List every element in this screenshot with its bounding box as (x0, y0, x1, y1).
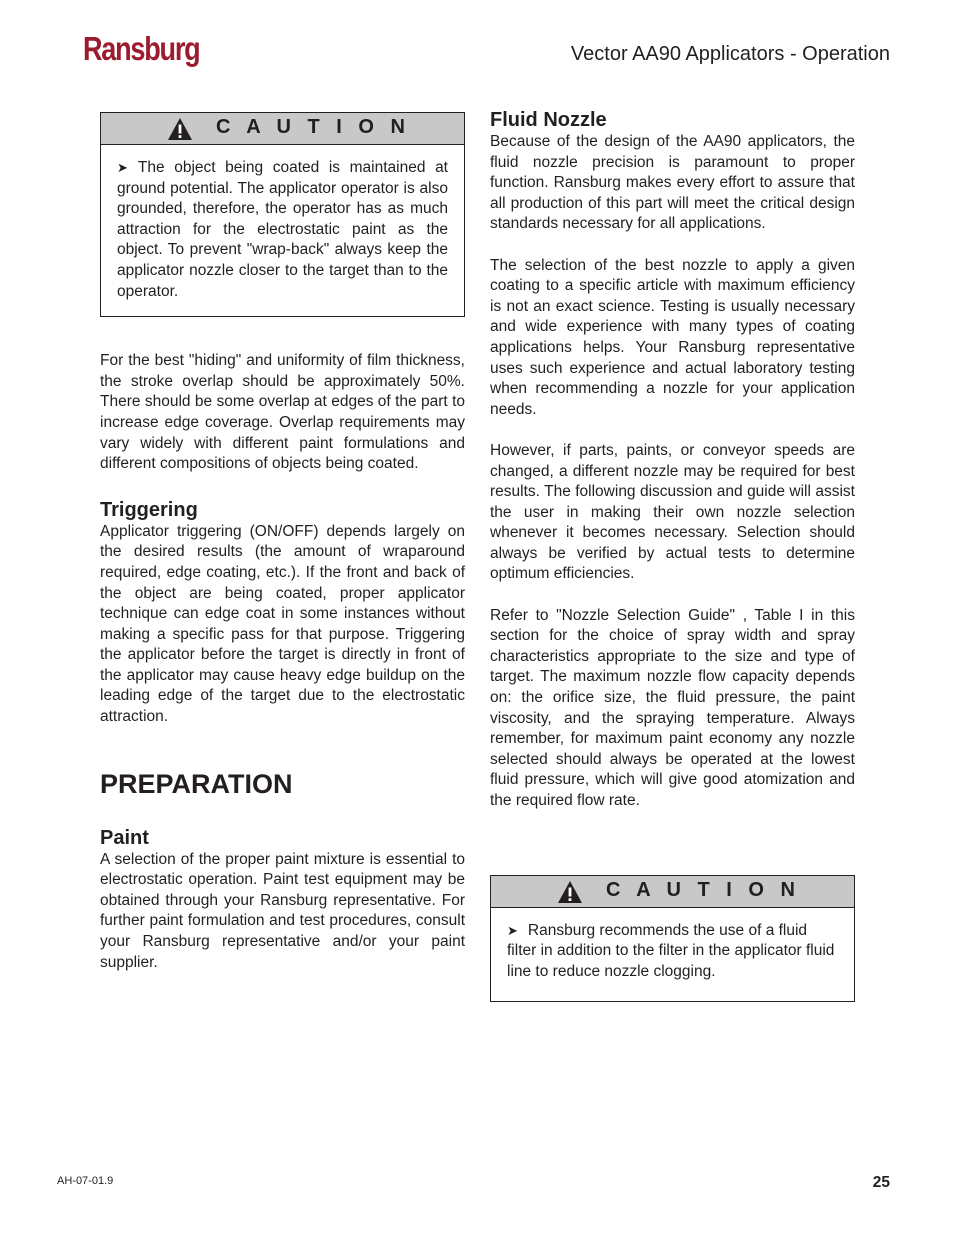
caution-title: C A U T I O N (216, 116, 411, 138)
warning-triangle-icon (167, 117, 193, 141)
stroke-overlap-paragraph: For the best "hiding" and uniformity of film thickness, the stroke overlap should be approximately 50%. There should be some overlap at edges of the part to increase edge coverage. Overlap requirements may vary widely with different paint formulations and different compositions of objects being coated. (100, 352, 465, 473)
fluid-nozzle-paragraph-1: Because of the design of the AA90 applicators, the fluid nozzle precision is paramount to proper function. Ransburg makes every effort to assure that all production of this part will meet the critical design standards necessary for all applications. (490, 133, 855, 233)
paint-heading: Paint (100, 826, 149, 849)
warning-triangle-icon (557, 880, 583, 904)
caution-header (101, 113, 464, 145)
arrowhead-right-icon: ➤ (507, 922, 518, 938)
fluid-nozzle-paragraph-4: Refer to "Nozzle Selection Guide" , Table I in this section for the choice of spray width and spray characteristics appropriate to the size and type of target. The maximum nozzle flow capacity depends on: the orifice size, the fluid pressure, the paint viscosity, and the spraying temperature. Always remember, for maximum paint economy any nozzle selected should always be operated at the lowest fluid pressure, which will give good atomization and the required flow rate. (490, 606, 855, 809)
paint-paragraph: A selection of the proper paint mixture is essential to electrostatic operation. Paint test equipment may be obtained through your Ransburg representative. For further paint formulation and test procedures, consult your Ransburg representative and/or your paint supplier. (100, 850, 465, 971)
triggering-paragraph: Applicator triggering (ON/OFF) depends largely on the desired results (the amount of wraparound required, edge coating, etc.). If the front and back of the object are being coated, proper applicator technique can edge coat in some instances without making a specific pass for that purpose. Triggering the applicator before the target is directly in front of the applicator may cause heavy edge buildup on the leading edge of the target due to the electrostatic attraction. (100, 522, 465, 726)
fluid-nozzle-paragraph-2: The selection of the best nozzle to apply a given coating to a specific article with maximum efficiency is not an exact science. Testing is usually necessary and wide experience with many types of coating applications helps. Your Ransburg representative uses such experience and actual laboratory testing when recommending a nozzle for your application needs. (490, 256, 855, 418)
page-number: 25 (872, 1174, 890, 1191)
caution-box-grounding (100, 112, 465, 317)
caution-title: C A U T I O N (606, 878, 801, 901)
caution-text: ➤ The object being coated is maintained at ground potential. The applicator operator is also grounded, therefore, the operator has as much attraction for the electrostatic paint as the object. To prevent "wrap-back" always keep the applicator nozzle closer to the target than to the operator. (117, 159, 448, 300)
fluid-nozzle-heading: Fluid Nozzle (490, 109, 607, 131)
document-code: AH-07-01.9 (57, 1175, 114, 1187)
left-column (100, 112, 465, 973)
caution-body (101, 145, 464, 316)
caution-box-filter (490, 875, 855, 1003)
preparation-heading: PREPARATION (100, 768, 293, 799)
fluid-nozzle-paragraph-3: However, if parts, paints, or conveyor speeds are changed, a different nozzle may be required for best results. The following discussion and guide will assist the user in making their own nozzle selection whenever it becomes necessary. Selection should always be verified by actual tests to determine optimum efficiencies. (490, 441, 855, 583)
caution-body (491, 908, 854, 1002)
caution-text: ➤ Ransburg recommends the use of a fluid filter in addition to the filter in the applicator fluid line to reduce nozzle clogging. (507, 921, 835, 980)
brand-logo: Ransburg (83, 30, 200, 67)
arrowhead-right-icon: ➤ (117, 160, 128, 175)
right-column (490, 108, 855, 1002)
document-title: Vector AA90 Applicators - Operation (570, 43, 890, 65)
triggering-heading: Triggering (100, 498, 198, 521)
caution-header (491, 876, 854, 908)
